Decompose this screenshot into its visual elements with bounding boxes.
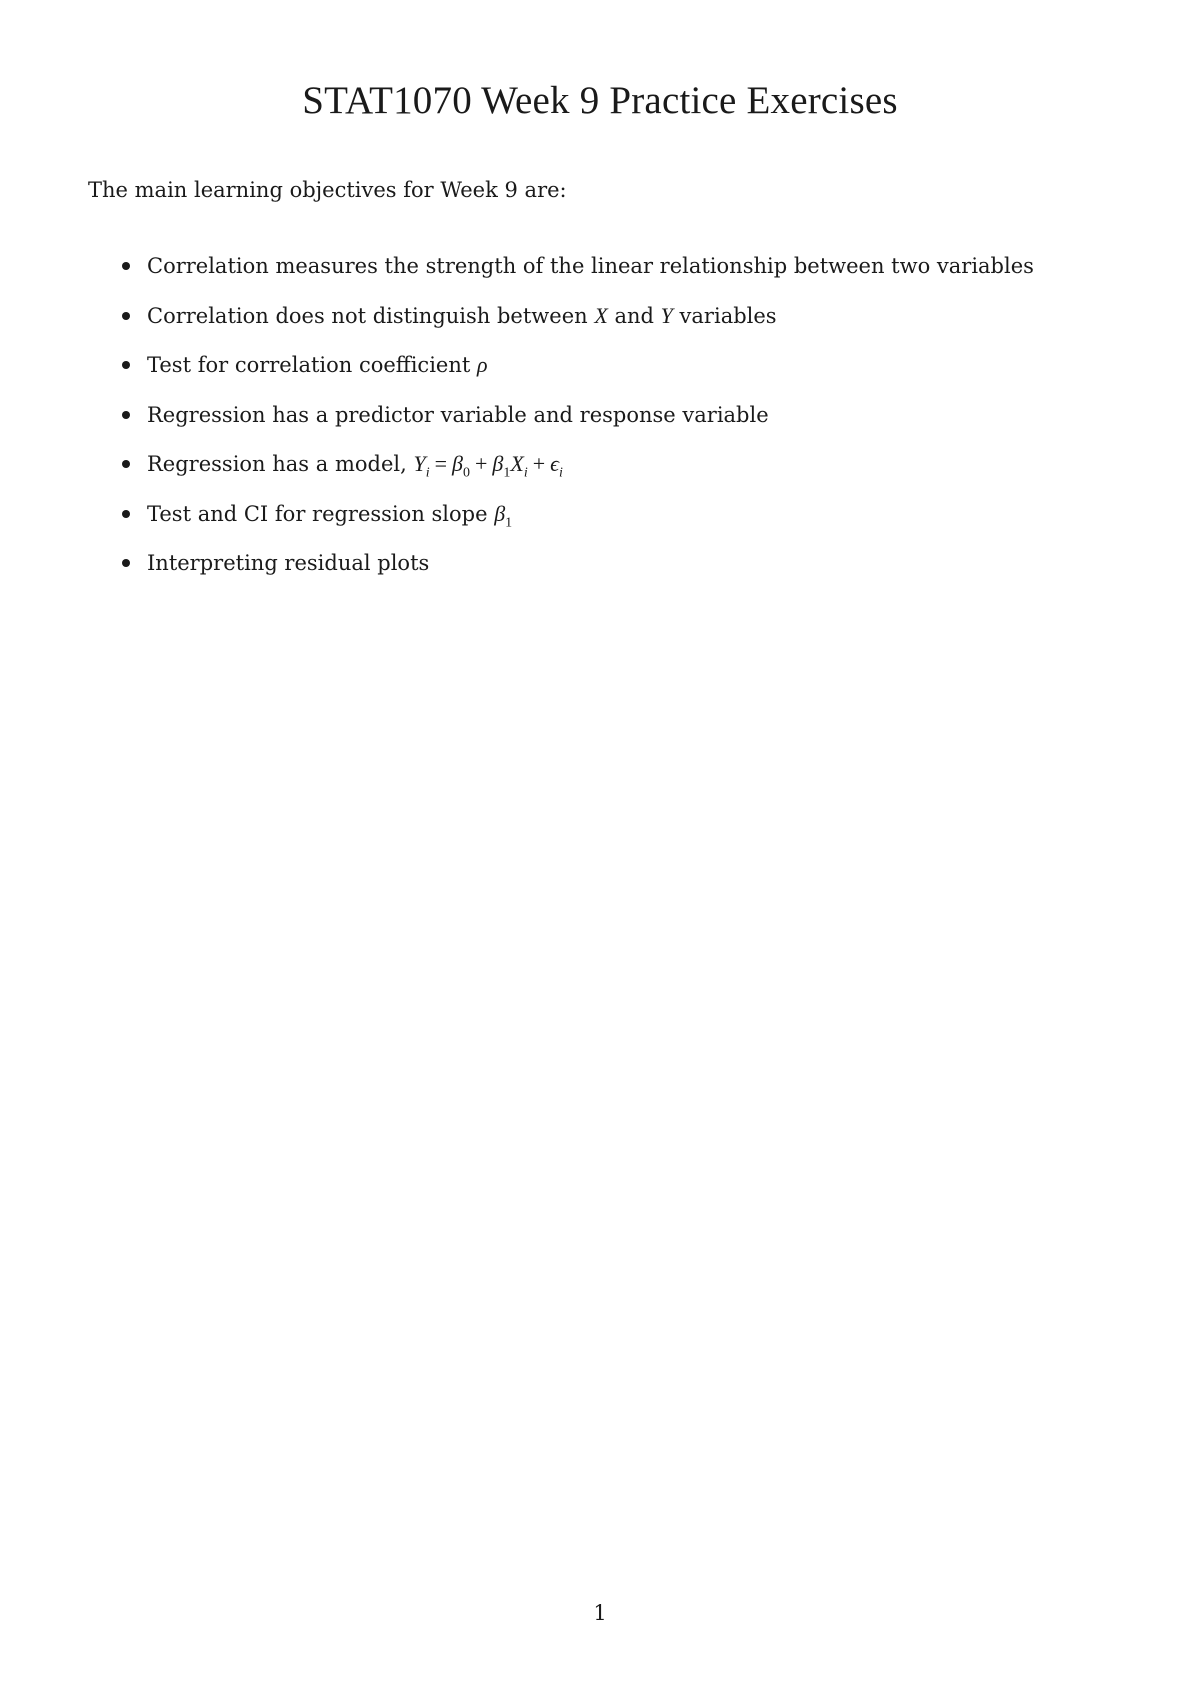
math-equals: = [434,451,448,476]
list-item [120,254,1120,304]
objectives-list [120,254,1120,601]
bullet-icon [122,262,130,270]
math-plus: + [532,451,546,476]
math-variable-x: X [594,302,608,328]
objective-text: Test for correlation coefficient [147,353,477,377]
objective-text: Correlation measures the strength of the linear relationship between two variables [147,254,1034,278]
bullet-icon [122,559,130,567]
math-plus: + [474,451,488,476]
list-item [120,452,1120,502]
list-item [120,502,1120,552]
list-item [120,304,1120,354]
objective-text: Test and CI for regression slope [147,501,495,526]
objective-text: Correlation does not distinguish between [147,303,595,328]
bullet-icon [122,312,130,320]
list-item [120,353,1120,403]
list-item [120,551,1120,601]
intro-text: The main learning objectives for Week 9 are: [88,178,567,202]
math-epsilon: ϵ [550,451,560,476]
math-subscript: i [523,465,528,481]
math-beta: β [452,451,463,476]
math-subscript: 0 [462,465,470,481]
objective-text: Interpreting residual plots [147,551,430,575]
bullet-icon [122,411,130,419]
objective-text: Regression has a predictor variable and response variable [147,402,769,427]
list-item [120,403,1120,453]
page-title: STAT1070 Week 9 Practice Exercises [302,79,898,122]
page-number: 1 [593,1601,607,1625]
math-subscript: 1 [505,514,513,530]
math-variable-y: Y [660,302,673,328]
math-symbol-beta: β [494,500,506,526]
regression-model-equation [413,451,563,481]
bullet-icon [122,361,130,369]
math-subscript: 1 [503,465,511,481]
bullet-icon [122,510,130,518]
math-beta: β [492,451,504,476]
math-subscript: i [425,465,430,481]
objective-text: and [607,303,661,328]
math-y: Y [413,451,426,476]
bullet-icon [122,460,130,468]
math-subscript: i [559,465,563,481]
math-symbol-rho: ρ [476,352,488,377]
objective-text: Regression has a model, [147,452,414,476]
math-x: X [510,451,524,476]
objective-text: variables [672,303,777,328]
